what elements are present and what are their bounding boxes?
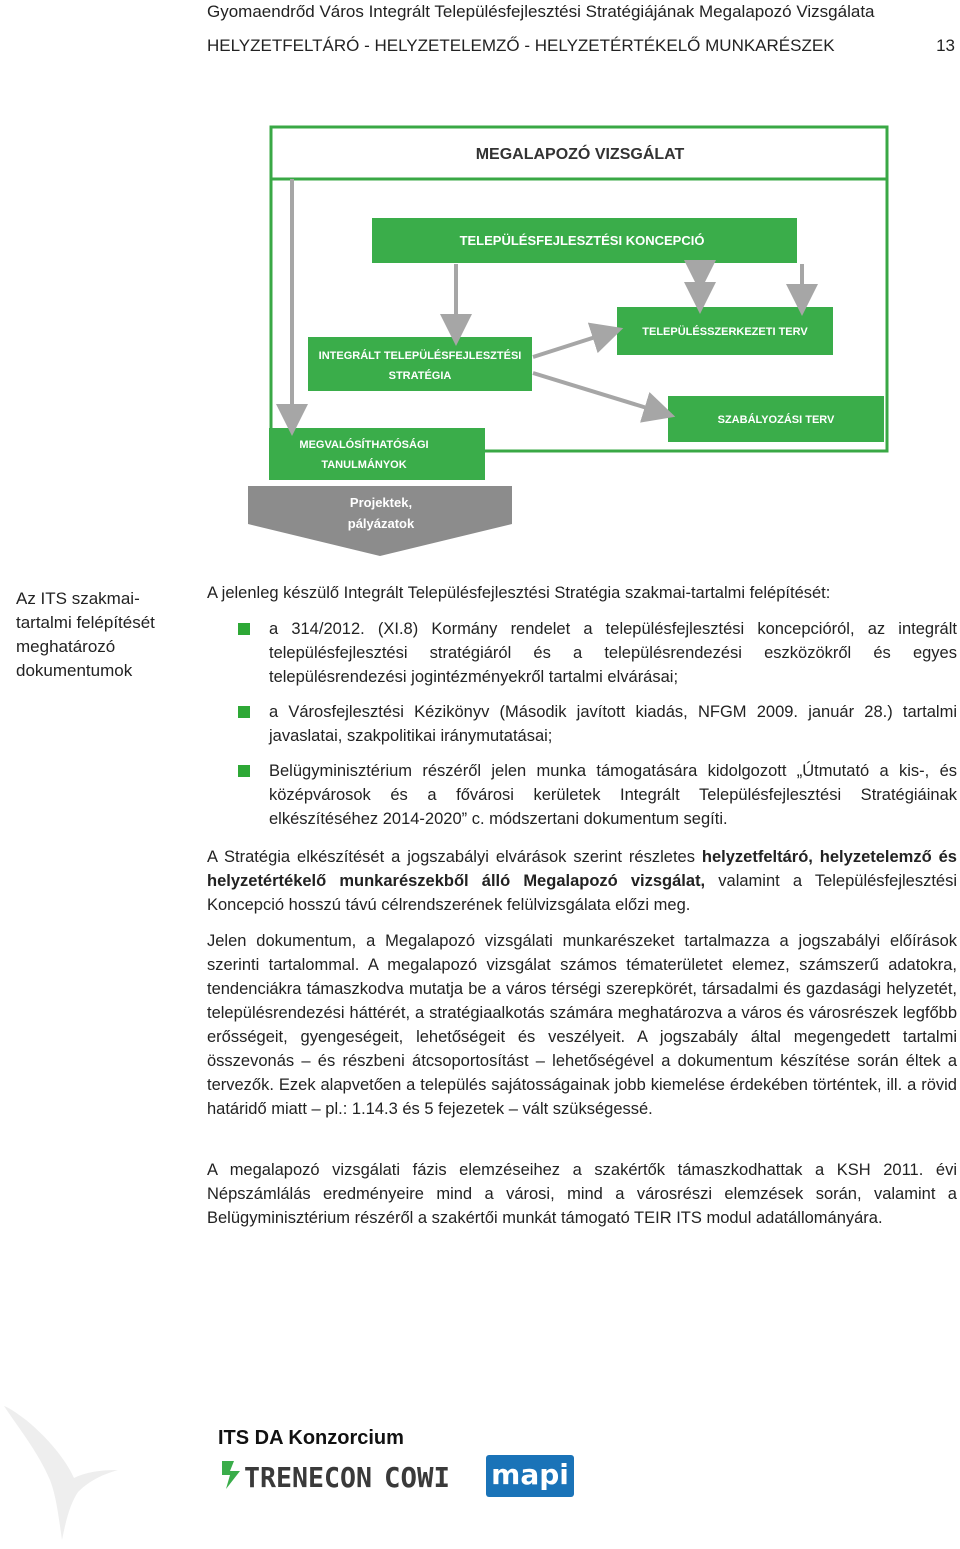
paragraph-text: valamint a Településfejlesztési Koncepció hosszú távú célrendszerének felülvizsgálata előzi meg. bbox=[207, 872, 958, 914]
section-heading: HELYZETFELTÁRÓ - HELYZETELEMZŐ - HELYZETÉRTÉKELŐ MUNKARÉSZEK bbox=[207, 36, 835, 55]
megalapozo-label: MEGALAPOZÓ VIZSGÁLAT bbox=[475, 146, 685, 163]
green-square-bullet-icon bbox=[238, 765, 250, 777]
intro-paragraph: A jelenleg készülő Integrált Településfejlesztési Stratégia szakmai-tartalmi felépítését: bbox=[207, 584, 831, 602]
bird-watermark-icon bbox=[0, 1400, 120, 1549]
mapi-logo: mapi bbox=[486, 1455, 574, 1497]
svg-text:COWI: COWI bbox=[384, 1461, 450, 1493]
its-box bbox=[308, 337, 532, 391]
its-label-line1: INTEGRÁLT TELEPÜLÉSFEJLESZTÉSI bbox=[318, 350, 522, 362]
list-item-text: Belügyminisztérium részéről jelen munka támogatására kidolgozott „Útmutató a kis-, és középvárosok és a fővárosi kerületek Integrált Településfejlesztési Stratégiáinak elkészítéséhez 2014-2020” c. módszertani dokumentum segíti. bbox=[269, 762, 957, 828]
page-number: 13 bbox=[936, 36, 955, 55]
szabalyozasi-terv-label: SZABÁLYOZÁSI TERV bbox=[717, 414, 835, 426]
green-square-bullet-icon bbox=[238, 706, 250, 718]
planning-documents-diagram bbox=[0, 0, 960, 570]
paragraph-text: A Stratégia elkészítését a jogszabályi elvárások szerint részletes bbox=[207, 848, 702, 866]
list-item-text: a Városfejlesztési Kézikönyv (Második javított kiadás, NFGM 2009. január 28.) tartalmi javaslatai, szakpolitikai iránymutatásai; bbox=[269, 703, 957, 745]
list-item bbox=[207, 700, 957, 748]
svg-text:TRENECON: TRENECON bbox=[244, 1461, 372, 1493]
trenecon-cowi-logo bbox=[220, 1457, 455, 1493]
szerkezeti-terv-label: TELEPÜLÉSSZERKEZETI TERV bbox=[642, 326, 808, 338]
paragraph-bold-text: helyzetfeltáró, helyzetelemző és helyzetértékelő munkarészekből álló Megalapozó vizsgálat, bbox=[207, 848, 957, 890]
list-item bbox=[207, 617, 957, 689]
its-label-line2: STRATÉGIA bbox=[388, 370, 452, 382]
green-square-bullet-icon bbox=[238, 623, 250, 635]
koncepcio-label: TELEPÜLÉSFEJLESZTÉSI KONCEPCIÓ bbox=[459, 233, 705, 248]
sidebar-note: Az ITS szakmai-tartalmi felépítését meghatározó dokumentumok bbox=[16, 589, 155, 680]
arrow-its-szerkezeti bbox=[533, 333, 608, 357]
paragraph-document: Jelen dokumentum, a Megalapozó vizsgálati munkarészeket tartalmazza a jogszabályi előírások szerinti tartalommal. A megalapozó vizsgálat számos tématerületet elemez, számszerű adatokra, tendenciákra támaszkodva mutatja be a város térségi szerepkörét, társadalmi és gazdasági helyzetét, településrendezési háttérét, a stratégiaalkotás számára meghatározva a város és városrészek legfőbb erősségeit, gyengeségeit, lehetőségeit és veszélyeit. A jogszabály által megengedett tartalmi összevonás – és részbeni átcsoportosítást – lehetőségével a dokumentum készítése során éltek a tervezők. Ezek alapvetően a település sajátosságainak jobb kiemelése érdekében történtek, ill. a rövid határidő miatt – pl.: 1.14.3 és 5 fejezetek – vált szükségessé. bbox=[207, 932, 957, 1118]
list-item-text: a 314/2012. (XI.8) Kormány rendelet a településfejlesztési koncepcióról, az integrált településfejlesztési stratégiáról és a településrendezési eszközökről és egyes településrendezési jogintézményekről tartalmi elvárásai; bbox=[269, 620, 957, 686]
projektek-label-line1: Projektek, bbox=[349, 495, 413, 510]
megvalosithatosagi-box bbox=[269, 428, 485, 480]
documents-list bbox=[207, 617, 957, 842]
paragraph-sources: A megalapozó vizsgálati fázis elemzéseihez a szakértők támaszkodhattak a KSH 2011. évi Népszámlálás eredményeire mind a városi, mind a városrészi elemzések során, valamint a Belügyminisztérium részéről a szakértői munkát támogató TEIR ITS modul adatállományára. bbox=[207, 1161, 957, 1227]
megvalosithatosagi-label-line2: TANULMÁNYOK bbox=[321, 459, 407, 471]
document-title: Gyomaendrőd Város Integrált Településfejlesztési Stratégiájának Megalapozó Vizsgálata bbox=[207, 2, 875, 21]
arrow-its-szabalyozasi bbox=[533, 373, 660, 412]
megvalosithatosagi-label-line1: MEGVALÓSÍTHATÓSÁGI bbox=[299, 439, 429, 451]
list-item bbox=[207, 759, 957, 831]
projektek-label-line2: pályázatok bbox=[347, 516, 415, 531]
paragraph-strategy bbox=[207, 845, 957, 917]
consortium-title: ITS DA Konzorcium bbox=[218, 1427, 404, 1449]
